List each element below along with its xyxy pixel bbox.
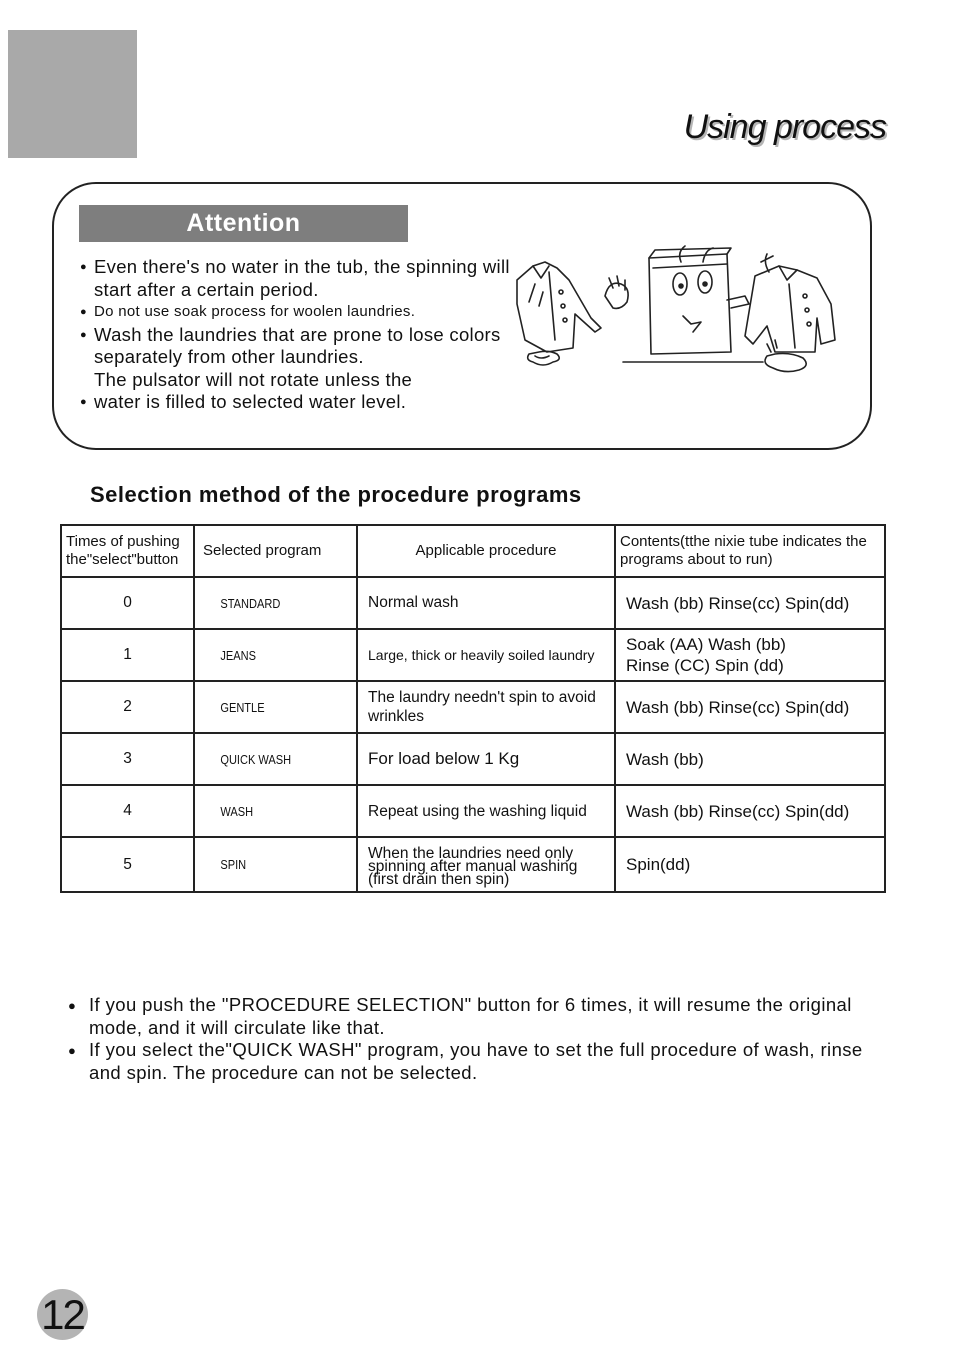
cell-procedure: For load below 1 Kg — [357, 733, 615, 785]
table-row — [61, 837, 885, 892]
section-heading: Selection method of the procedure programs — [90, 482, 582, 507]
table-row — [61, 681, 885, 733]
cell-times: 1 — [61, 629, 194, 681]
cell-program: QUICK WASH — [194, 733, 333, 785]
cell-procedure: Repeat using the washing liquid — [357, 785, 615, 837]
header-contents: Contents(tthe nixie tube indicates the programs about to run) — [615, 525, 885, 577]
header-program: Selected program — [194, 525, 357, 577]
corner-gray-block — [8, 30, 137, 158]
cell-program: SPIN — [194, 837, 333, 892]
table-row — [61, 629, 885, 681]
notes-list — [68, 994, 888, 1084]
note-item: ● If you select the"QUICK WASH" program, you have to set the full procedure of wash, rinse and spin. The procedure can not be selected. — [68, 1039, 888, 1084]
attention-item: ● Do not use soak process for woolen laundries. — [80, 301, 510, 324]
program-table — [60, 524, 886, 893]
cell-contents: Wash (bb) Rinse(cc) Spin(dd) — [615, 785, 885, 837]
header-procedure: Applicable procedure — [357, 525, 615, 577]
cell-times: 5 — [61, 837, 194, 892]
cell-times: 4 — [61, 785, 194, 837]
page-number: 12 — [37, 1289, 88, 1340]
cell-program: WASH — [194, 785, 333, 837]
attention-item: ● water is filled to selected water level. — [80, 391, 510, 414]
cell-program: GENTLE — [194, 681, 333, 733]
cell-contents: Wash (bb) Rinse(cc) Spin(dd) — [615, 577, 885, 629]
table-row — [61, 785, 885, 837]
table-row — [61, 733, 885, 785]
cell-program: JEANS — [194, 629, 333, 681]
attention-label: Attention — [79, 205, 408, 242]
cell-contents: Wash (bb) — [615, 733, 885, 785]
table-header-row — [61, 525, 885, 577]
cell-contents: Wash (bb) Rinse(cc) Spin(dd) — [615, 681, 885, 733]
attention-list — [80, 256, 510, 414]
note-item: ● If you push the "PROCEDURE SELECTION" button for 6 times, it will resume the original mode, and it will circulate like that. — [68, 994, 888, 1039]
cell-procedure: The laundry needn't spin to avoid wrinkles — [357, 681, 615, 733]
cell-procedure: Normal wash — [357, 577, 615, 629]
cell-times: 2 — [61, 681, 194, 733]
attention-item: The pulsator will not rotate unless the — [94, 368, 413, 390]
cell-times: 3 — [61, 733, 194, 785]
table-row — [61, 577, 885, 629]
cell-procedure: When the laundries need only spinning after manual washing (first drain then spin) — [357, 837, 615, 892]
cell-contents: Spin(dd) — [615, 837, 885, 892]
washing-machine-illustration — [623, 246, 763, 362]
washing-machine-cartoon — [505, 244, 845, 380]
header-times: Times of pushing the"select"button — [61, 525, 194, 577]
attention-item: ● Even there's no water in the tub, the spinning will start after a certain period. — [80, 256, 510, 301]
left-shirt-illustration — [517, 262, 601, 365]
page-title: Using process — [683, 108, 886, 146]
attention-item: ● Wash the laundries that are prone to lose colors separately from other laundries. — [80, 324, 510, 369]
cell-contents: Soak (AA) Wash (bb) Rinse (CC) Spin (dd) — [615, 629, 885, 681]
cell-times: 0 — [61, 577, 194, 629]
cell-program: STANDARD — [194, 577, 333, 629]
cell-procedure: Large, thick or heavily soiled laundry — [357, 629, 615, 681]
right-shirt-illustration — [745, 254, 835, 372]
